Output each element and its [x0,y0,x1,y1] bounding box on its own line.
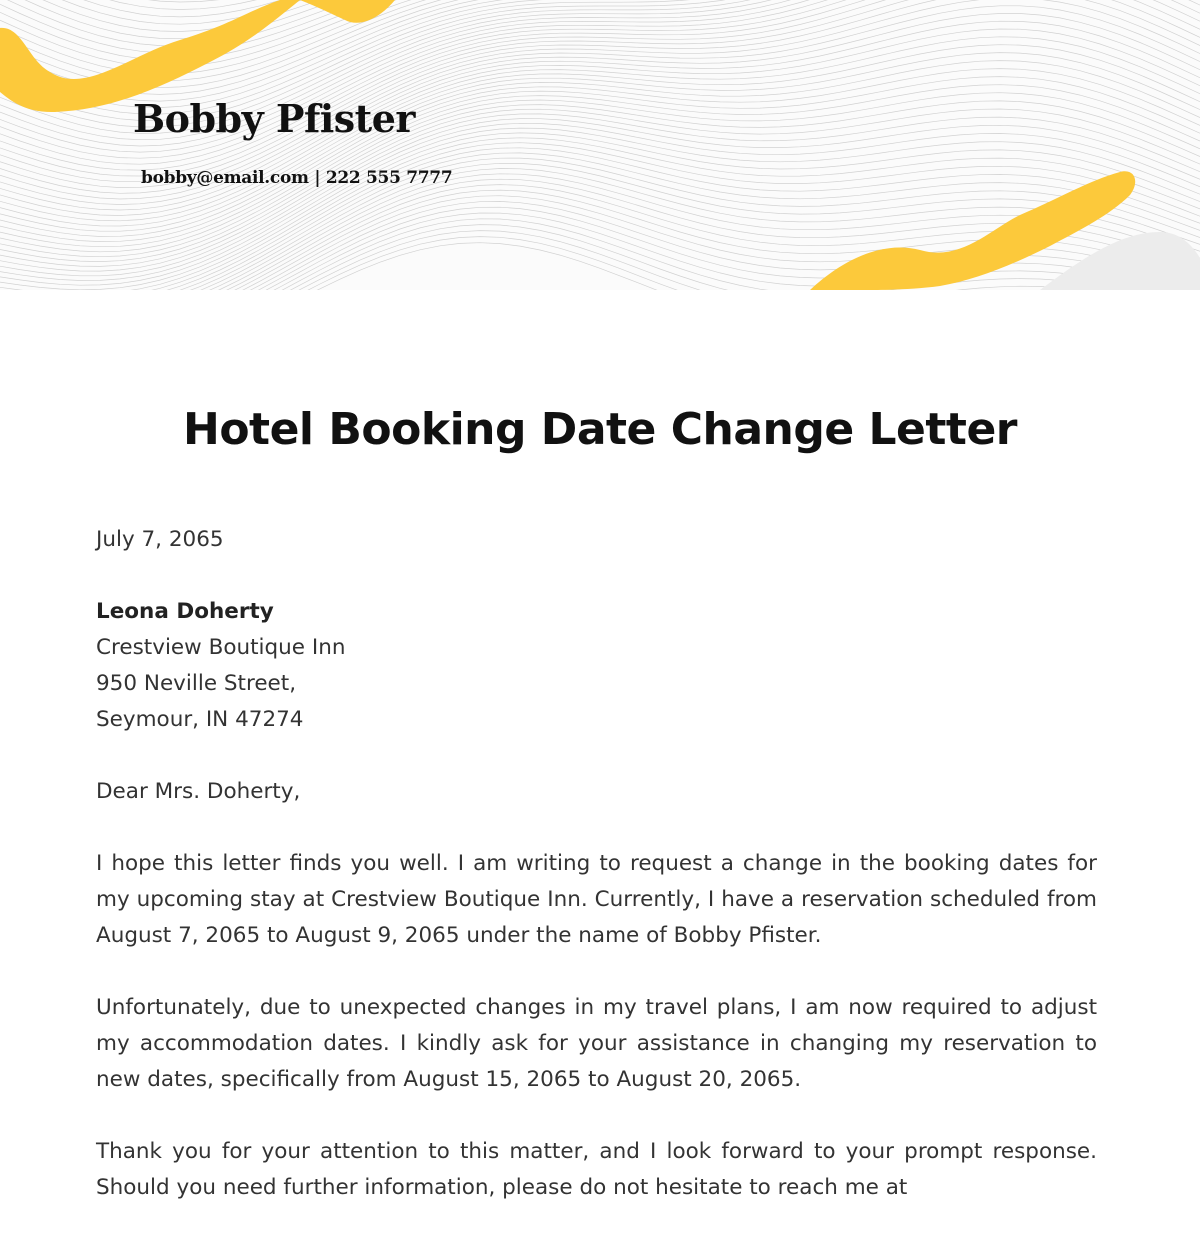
grey-wave-bottom-right [1040,232,1200,290]
recipient-street: 950 Neville Street, [96,671,297,696]
sender-contact: bobby@email.com | 222 555 7777 [141,168,453,188]
recipient-city: Seymour, IN 47274 [96,707,304,732]
body-paragraph-2: Unfortunately, due to unexpected changes in my travel plans, I am now required to adjust my accommodation dates. I kindly ask for your assistance in changing my reservation to new dates, specifically from August 15, 2065 to August 20, 2065. [96,995,1097,1092]
wave-line [0,0,1200,32]
recipient-company: Crestview Boutique Inn [96,635,346,660]
wave-line [0,0,1200,10]
wave-line [0,0,1200,24]
sender-name: Bobby Pfister [133,96,415,141]
wave-line [0,0,1200,2]
body-paragraph-3: Thank you for your attention to this matter, and I look forward to your prompt response. Should you need further information, please do not hesitate to reach me at [96,1139,1097,1200]
body-paragraph-1: I hope this letter finds you well. I am writing to request a change in the booking dates for my upcoming stay at Crestview Boutique Inn. Currently, I have a reservation scheduled from August 7, 2065 to August 9, 2065 under the name of Bobby Pfister. [96,851,1097,948]
wave-line [0,0,1200,176]
document-title: Hotel Booking Date Change Letter [183,404,1017,455]
wave-line [0,53,1200,232]
letter-date: July 7, 2065 [96,527,224,552]
yellow-wave-top-right [300,0,395,23]
letterhead [0,0,1200,290]
recipient-address [96,594,1097,738]
letter-body [96,522,1097,1242]
wave-pattern-decoration [0,0,1200,290]
salutation: Dear Mrs. Doherty, [96,779,301,804]
recipient-name: Leona Doherty [96,599,274,624]
